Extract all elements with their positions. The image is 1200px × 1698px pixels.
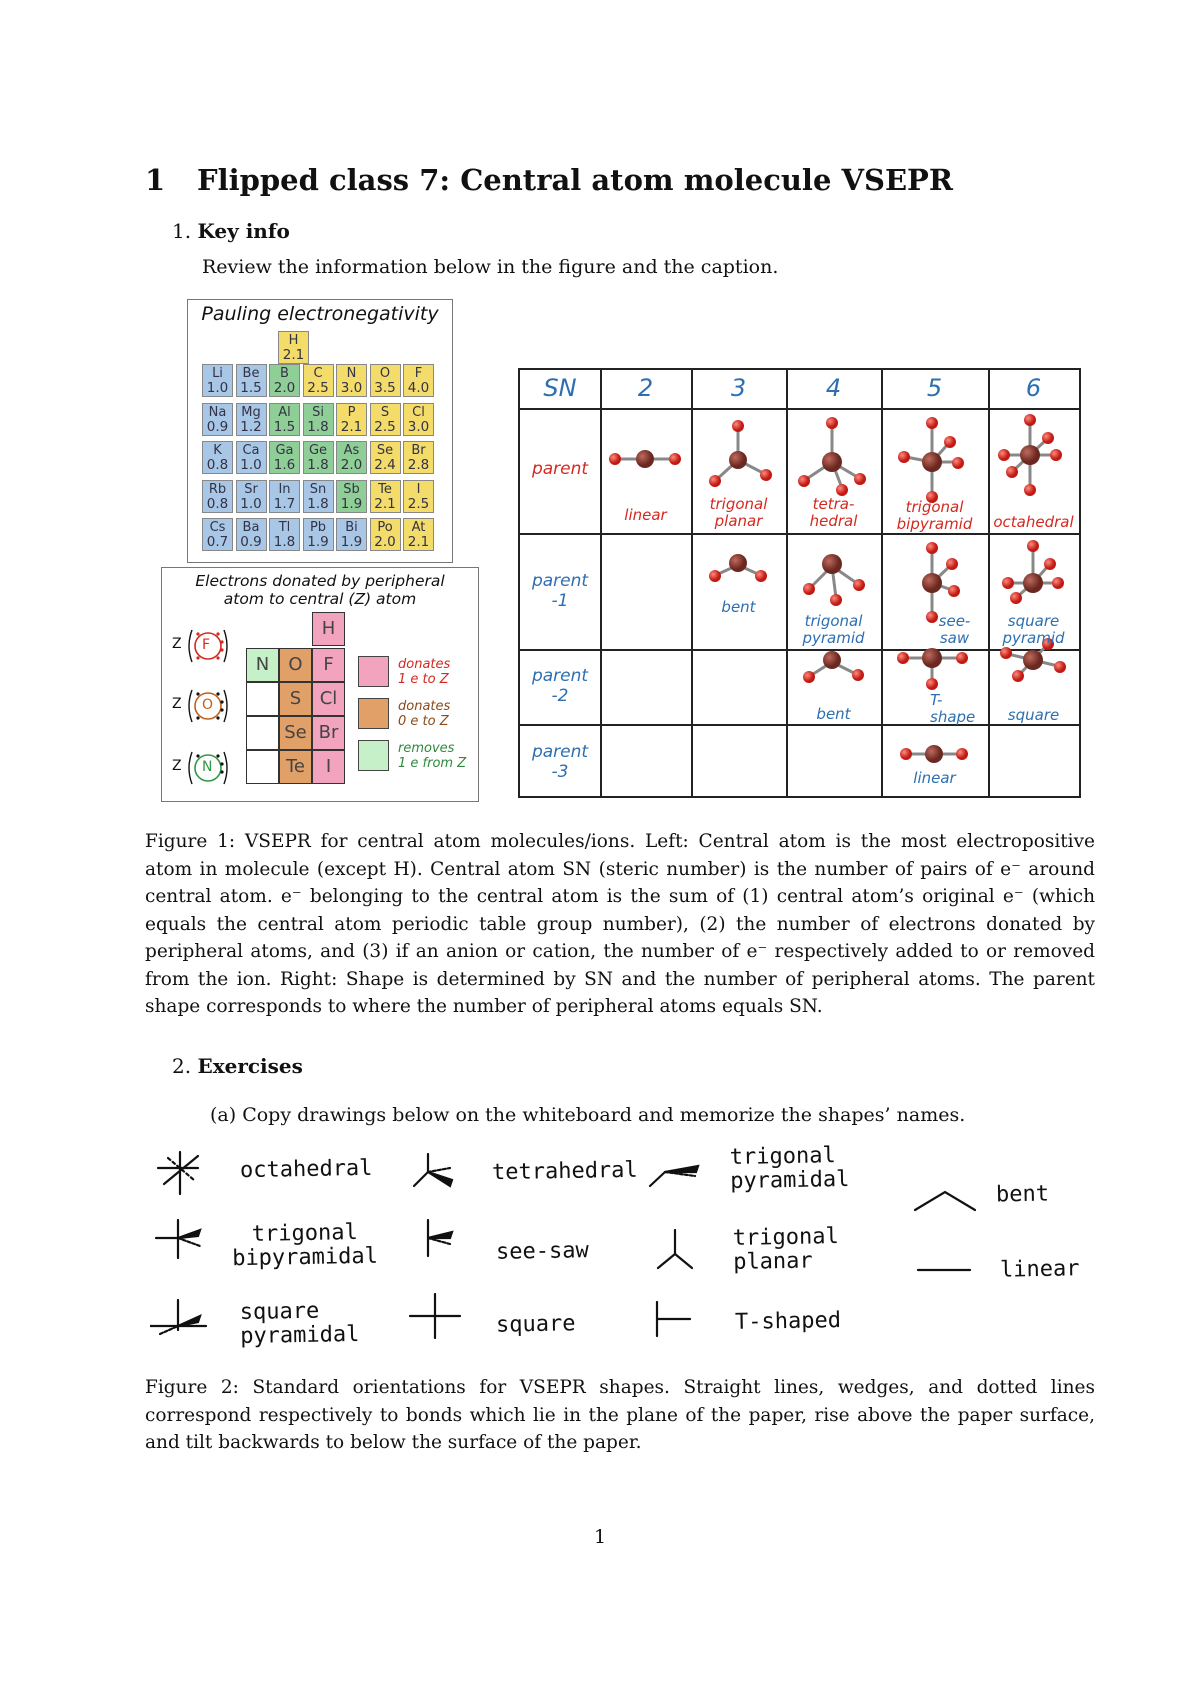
element-symbol: At [411,520,426,535]
element-cell-Be [236,364,267,397]
hw-trigonal-pyramidal: trigonal pyramidal [729,1143,850,1195]
element-symbol: C [313,366,323,381]
element-symbol: F [414,366,423,381]
exercises-label: 2. [172,1054,192,1078]
atom-o-letter: O [202,697,214,713]
element-cell-Li [202,364,233,397]
z-label-n: Z [172,758,182,774]
element-en: 1.8 [273,534,296,550]
figure-1-caption: Figure 1: VSEPR for central atom molecules/ions. Left: Central atom is the most electropositive atom in molecule (except H). Central atom SN (steric number) is the number of pairs of e⁻ around central atom. e⁻ belonging to the central atom is the sum of (1) central atom’s original e⁻ (which equals the central atom periodic table group number), (2) the number of electrons donated by peripheral atoms, and (3) if an anion or cation, the number of e⁻ respectively added to or removed from the ion. Right: Shape is determined by SN and the number of peripheral atoms. The parent shape corresponds to where the number of peripheral atoms equals SN. [145,831,1095,1017]
legend-text-donates-0: donates 0 e to Z [398,699,451,729]
trigonal-bipyramidal-sketch [156,1220,200,1258]
element-en: 2.1 [407,534,430,550]
element-symbol: B [280,366,289,381]
element-symbol: Be [242,366,260,381]
hw-trigonal-planar: trigonal planar [732,1224,839,1275]
exercise-a-text: Copy drawings below on the whiteboard and memorize the shapes’ names. [242,1104,966,1126]
donor-cell-empty [246,750,279,784]
element-cell-As [336,441,367,474]
element-en: 0.8 [206,457,229,473]
sn-value-3: 3 [730,374,747,402]
element-cell-Cl [403,403,434,436]
element-cell-N [336,364,367,397]
element-en: 2.0 [340,457,363,473]
element-cell-Ge [303,441,334,474]
element-cell-Al [269,403,300,436]
donor-cell-empty [246,682,279,716]
key-info-heading [172,219,290,243]
legend-swatch-donates-0 [358,698,389,729]
element-symbol: Mg [241,404,261,420]
atom-n-letter: N [202,759,213,775]
element-en: 2.5 [307,380,329,396]
donation-title-line1: Electrons donated by peripheral [195,572,445,590]
element-cell-Si [303,403,334,436]
shape-label-trigonal-planar: trigonal planar [709,495,768,530]
row-label-parent-minus-3: parent -3 [531,742,589,782]
element-cell-O [370,364,401,397]
element-cell-Sn [303,480,334,513]
element-symbol: O [379,366,391,381]
z-label-o: Z [172,696,182,712]
element-cell-Bi [336,518,367,551]
shape-label-bent: bent [721,598,756,616]
hw-bent: bent [995,1181,1050,1208]
hw-square: square [495,1311,576,1338]
exercise-a [210,1104,965,1126]
donor-cell-Cl: Cl [312,682,345,716]
legend-text-donates-1: donates 1 e to Z [398,657,451,687]
element-en: 1.2 [240,418,262,435]
element-symbol: Ge [308,443,328,458]
trigonal-pyramidal-sketch [650,1166,698,1186]
sn-value-4: 4 [825,374,842,402]
shape-label-t-shape: T- shape [930,691,976,726]
element-cell-At [403,518,434,551]
hw-square-pyramidal: square pyramidal [239,1298,360,1350]
element-cell-Pb [303,518,334,551]
row-label-parent: parent [531,459,589,479]
element-cell-Po [370,518,401,551]
bent-sketch [915,1192,975,1210]
hw-trigonal-bipyramidal: trigonal bipyramidal [231,1220,379,1272]
donor-cell-S: S [279,682,312,716]
element-cell-S [370,403,401,436]
element-symbol: Pb [309,520,327,535]
donor-cell-N: N [246,648,279,682]
element-symbol: Al [278,404,291,420]
element-symbol: Tl [278,520,291,535]
pauling-electronegativity-panel [187,299,453,563]
sn-value-6: 6 [1025,374,1042,402]
tetrahedral-sketch [414,1154,452,1186]
element-en: 2.1 [340,418,363,435]
element-cell-K [202,441,233,474]
shape-label-tetrahedral: tetra- hedral [809,495,858,530]
element-symbol: Po [377,520,393,535]
element-symbol: In [278,481,291,497]
element-en: 1.5 [273,418,296,435]
shape-label-see-saw: see- saw [938,612,971,647]
shape-label-square: square [1007,706,1060,724]
element-en: 2.8 [407,457,430,473]
donation-title-line2: atom to central (Z) atom [223,590,417,608]
shape-label-octahedral: octahedral [993,513,1074,531]
shape-label-linear: linear [624,506,667,524]
z-label-f: Z [172,636,182,652]
element-cell-Mg [236,403,267,436]
section-heading [145,163,953,197]
element-en: 1.0 [240,457,262,473]
element-en: 3.0 [340,380,363,396]
shape-label-bent-2: bent [816,705,851,723]
element-en: 2.1 [282,347,305,363]
element-symbol: Li [212,366,223,381]
element-en: 1.9 [307,534,329,550]
electron-donation-panel [161,567,479,802]
element-cell-Rb [202,480,233,513]
sn-value-2: 2 [637,374,654,402]
element-en: 1.8 [307,418,329,435]
element-symbol: Sn [309,481,327,497]
sn-header: SN [543,374,577,402]
element-symbol: Na [208,404,227,420]
element-symbol: As [343,443,360,458]
element-symbol: Si [312,404,324,420]
element-symbol: P [347,404,356,420]
element-symbol: Bi [345,520,358,535]
exercises-title: Exercises [197,1054,303,1078]
element-cell-Ba [236,518,267,551]
element-cell-In [269,480,300,513]
hw-tetrahedral: tetrahedral [491,1157,638,1186]
sn-value-5: 5 [926,374,943,402]
element-en: 1.0 [206,380,229,396]
octahedral-sketch [158,1152,198,1194]
element-en: 2.4 [374,457,396,473]
element-en: 1.7 [273,495,296,512]
element-symbol: I [416,481,421,497]
atom-f-letter: F [202,637,211,653]
hw-t-shaped: T-shaped [734,1308,842,1335]
see-saw-sketch [428,1220,452,1256]
element-cell-C [303,364,334,397]
legend-swatch-donates-1 [358,656,389,687]
hw-linear: linear [999,1256,1080,1283]
element-en: 1.9 [340,534,363,550]
element-en: 1.9 [340,495,363,512]
molecule-models [520,370,1079,796]
shape-label-square-pyramid: square pyramid [1002,612,1065,647]
element-symbol: Cs [209,520,226,535]
donor-cell-empty [246,716,279,750]
donor-cell-I: I [312,750,345,784]
trigonal-planar-sketch [658,1230,692,1268]
element-cell-Ga [269,441,300,474]
row-label-parent-minus-2: parent -2 [531,666,589,706]
t-shaped-sketch [657,1302,690,1336]
donor-cell-O: O [279,648,312,682]
element-cell-Br [403,441,434,474]
element-en: 2.5 [374,418,396,435]
element-en: 4.0 [407,380,430,396]
element-cell-Sb [336,480,367,513]
pauling-title: Pauling electronegativity [201,303,439,325]
key-info-label: 1. [172,219,192,243]
element-symbol: Ba [242,520,260,535]
element-cell-Se [370,441,401,474]
donation-title [162,572,478,608]
shape-label-trigonal-bipyramid: trigonal bipyramid [896,498,973,533]
element-symbol: Se [376,443,394,458]
element-symbol: K [213,443,222,458]
element-cell-Sr [236,480,267,513]
element-en: 0.9 [240,534,262,550]
donor-cell-Se: Se [279,716,312,750]
element-en: 2.5 [407,495,430,512]
element-symbol: S [380,404,390,420]
element-cell-I [403,480,434,513]
review-text: Review the information below in the figure and the caption. [202,256,779,278]
element-en: 2.1 [374,495,396,512]
key-info-title: Key info [197,219,290,243]
exercises-heading [172,1054,303,1078]
element-en: 2.0 [374,534,396,550]
element-symbol: H [288,333,299,348]
element-symbol: Te [378,481,392,497]
square-sketch [410,1294,460,1338]
donor-cell-Br: Br [312,716,345,750]
element-en: 1.5 [240,380,262,396]
element-cell-F [403,364,434,397]
hw-octahedral: octahedral [239,1155,373,1184]
element-en: 0.9 [206,418,229,435]
element-en: 0.7 [206,534,229,550]
element-en: 1.6 [273,457,296,473]
element-en: 3.0 [407,418,430,435]
element-symbol: Sr [244,481,258,497]
shape-label-linear-2: linear [913,769,956,787]
section-title: Flipped class 7: Central atom molecule VSEPR [197,163,953,197]
hw-see-saw: see-saw [495,1238,589,1265]
element-cell-H [278,331,309,364]
element-en: 0.8 [206,495,229,512]
element-en: 1.0 [240,495,262,512]
legend-text-removes: removes 1 e from Z [398,741,467,771]
element-en: 1.8 [307,457,329,473]
element-cell-Na [202,403,233,436]
element-symbol: Ga [275,443,294,458]
row-label-parent-minus-1: parent -1 [531,571,589,611]
square-pyramidal-sketch [150,1300,206,1334]
page-number: 1 [593,1526,607,1548]
element-symbol: Sb [343,481,360,497]
element-en: 2.0 [273,380,296,396]
element-cell-B [269,364,300,397]
element-symbol: Cl [412,404,425,420]
element-symbol: Br [411,443,426,458]
section-number: 1 [145,163,166,197]
shape-label-trigonal-pyramid: trigonal pyramid [802,612,865,647]
element-symbol: N [346,366,357,381]
element-en: 3.5 [374,380,396,396]
element-cell-Tl [269,518,300,551]
element-cell-P [336,403,367,436]
donor-cell-F: F [312,648,345,682]
legend-swatch-removes [358,740,389,771]
donor-cell-H: H [312,612,345,646]
exercise-a-label: (a) [210,1104,237,1126]
donor-cell-Te: Te [279,750,312,784]
element-cell-Te [370,480,401,513]
element-symbol: Ca [242,443,260,458]
figure-2-caption: Figure 2: Standard orientations for VSEPR shapes. Straight lines, wedges, and dotted lines correspond respectively to bonds which lie in the plane of the paper, rise above the paper surface, and tilt backwards to below the surface of the paper. [145,1377,1095,1453]
element-en: 1.8 [307,495,329,512]
element-symbol: Rb [208,481,227,497]
element-cell-Cs [202,518,233,551]
element-cell-Ca [236,441,267,474]
vsepr-shape-table [518,368,1081,798]
